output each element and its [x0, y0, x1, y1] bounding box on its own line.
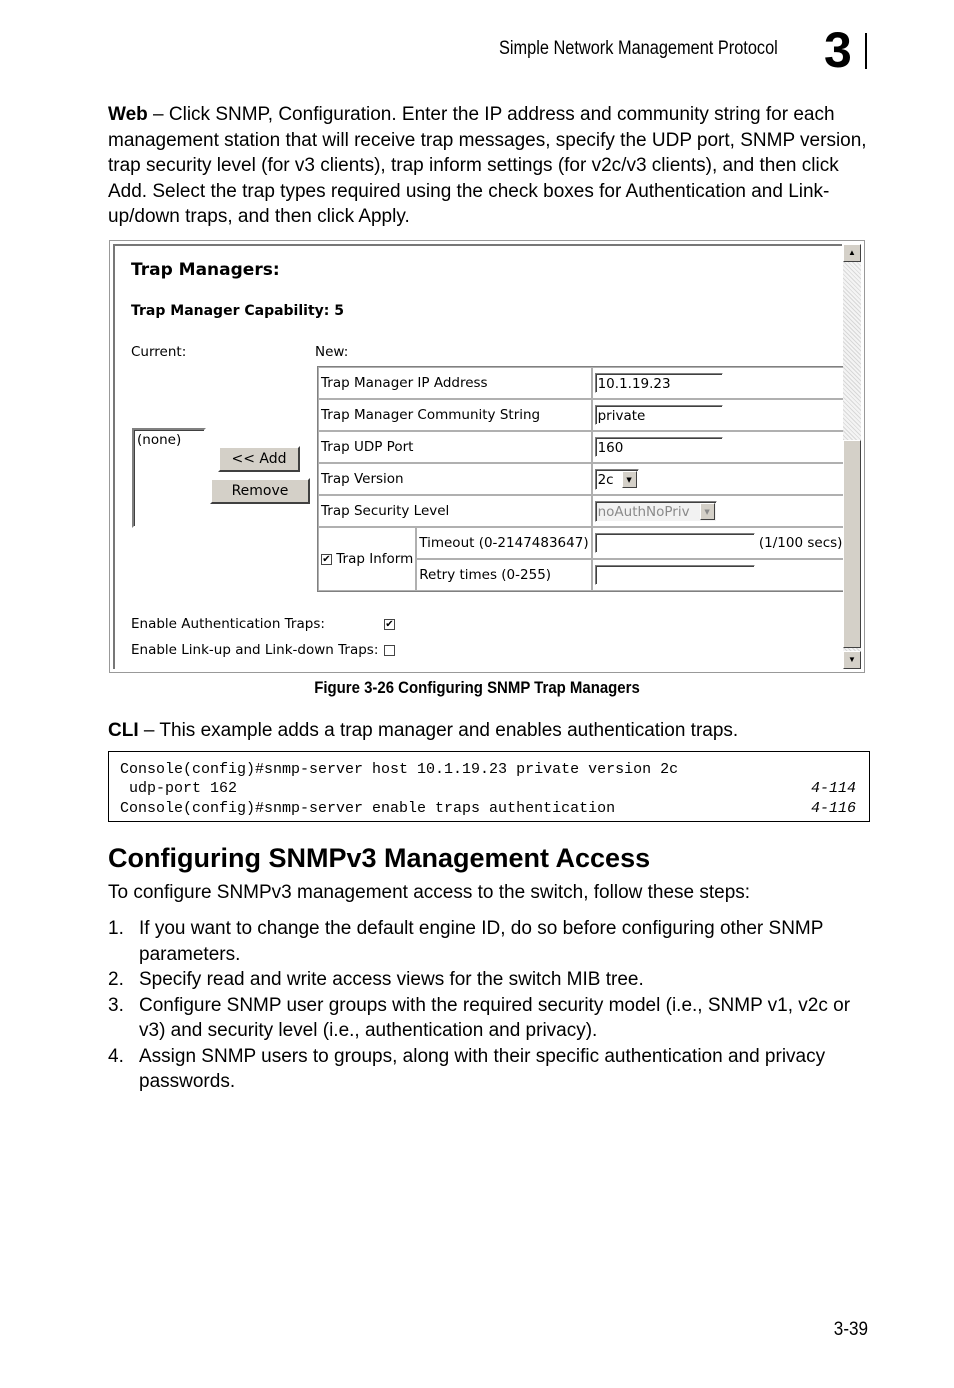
scroll-down-icon[interactable]: ▼	[843, 651, 861, 669]
trap-inform-label: Trap Inform	[336, 551, 414, 567]
current-label: Current:	[131, 344, 187, 360]
step-number: 2.	[108, 969, 124, 990]
current-trap-managers-list[interactable]	[132, 428, 206, 528]
auth-traps-label: Enable Authentication Traps:	[131, 616, 325, 632]
chapter-rule	[865, 33, 867, 69]
trap-managers-title: Trap Managers:	[131, 260, 280, 280]
list-item[interactable]: (none)	[137, 432, 182, 448]
community-string-input[interactable]: private	[595, 405, 723, 425]
ip-address-input[interactable]: 10.1.19.23	[595, 373, 723, 393]
code-reference: 4-116	[810, 800, 856, 817]
code-line: udp-port 162	[120, 780, 238, 797]
running-header: Simple Network Management Protocol	[499, 38, 778, 59]
code-reference: 4-114	[810, 780, 856, 797]
figure-caption	[0, 678, 954, 698]
trap-managers-screenshot	[109, 240, 865, 673]
step-text: Configure SNMP user groups with the required security model (i.e., SNMP v1, v2c or v3) and security level (i.e., authentication and privacy).	[139, 994, 851, 1041]
cli-text: – This example adds a trap manager and enables authentication traps.	[138, 720, 739, 741]
cli-instructions	[108, 718, 868, 744]
web-lead: Web	[108, 104, 148, 125]
timeout-input[interactable]	[595, 533, 755, 553]
scroll-up-icon[interactable]: ▲	[843, 244, 861, 262]
step-text: Specify read and write access views for the switch MIB tree.	[139, 969, 644, 990]
list-item	[108, 916, 868, 967]
cli-code-block	[108, 751, 870, 822]
security-level-label: Trap Security Level	[318, 495, 592, 527]
chapter-number: 3	[824, 22, 852, 78]
web-text: – Click SNMP, Configuration. Enter the IP address and community string for each management station that will receive trap messages, specify the UDP port, SNMP version, trap security level (for v3 clients), trap inform settings (for v2c/v3 clients), and then click Add. Select the trap types required using the check boxes for Authentication and Link-up/down traps, and then click Apply.	[108, 104, 867, 227]
trap-inform-cell	[318, 527, 416, 591]
ip-address-label: Trap Manager IP Address	[318, 367, 592, 399]
trap-inform-checkbox[interactable]: ✔	[322, 553, 331, 565]
screenshot-content	[113, 244, 842, 669]
udp-port-input[interactable]: 160	[595, 437, 723, 457]
security-level-select[interactable]	[595, 501, 717, 522]
new-label: New:	[315, 344, 349, 360]
link-traps-label: Enable Link-up and Link-down Traps:	[131, 642, 379, 658]
step-text: If you want to change the default engine ID, do so before configuring other SNMP parameters.	[139, 918, 824, 965]
dropdown-arrow-icon: ▼	[622, 471, 637, 488]
retry-input[interactable]	[595, 565, 755, 585]
add-button[interactable]: << Add	[218, 446, 300, 472]
timeout-label: Timeout (0-2147483647)	[416, 527, 591, 559]
timeout-unit: (1/100 secs)	[758, 535, 843, 551]
security-level-value: noAuthNoPriv	[597, 503, 690, 520]
list-item	[108, 993, 868, 1044]
list-item	[108, 967, 868, 993]
section-intro: To configure SNMPv3 management access to the switch, follow these steps:	[108, 882, 751, 903]
dropdown-arrow-icon: ▼	[700, 503, 715, 520]
list-item	[108, 1044, 868, 1095]
step-number: 1.	[108, 918, 124, 939]
scrollbar-thumb[interactable]	[843, 440, 861, 648]
step-number: 3.	[108, 994, 124, 1016]
remove-button[interactable]: Remove	[210, 478, 310, 504]
web-instructions	[108, 102, 868, 230]
link-traps-checkbox[interactable]	[384, 645, 395, 656]
trap-version-label: Trap Version	[318, 463, 592, 495]
trap-manager-capability: Trap Manager Capability: 5	[131, 303, 344, 319]
figure-caption-text: Figure 3-26 Configuring SNMP Trap Managers	[314, 678, 640, 697]
section-heading: Configuring SNMPv3 Management Access	[108, 843, 651, 873]
page-number: 3-39	[833, 1319, 868, 1340]
new-trap-manager-form	[317, 366, 846, 592]
code-line: Console(config)#snmp-server host 10.1.19.23 private version 2c	[120, 761, 679, 778]
trap-version-select[interactable]	[595, 469, 639, 490]
trap-version-value: 2c	[597, 471, 614, 488]
retry-label: Retry times (0-255)	[416, 559, 591, 591]
auth-traps-checkbox[interactable]: ✔	[385, 619, 394, 630]
cli-lead: CLI	[108, 720, 139, 741]
step-number: 4.	[108, 1045, 124, 1067]
community-string-label: Trap Manager Community String	[318, 399, 592, 431]
udp-port-label: Trap UDP Port	[318, 431, 592, 463]
step-text: Assign SNMP users to groups, along with their specific authentication and privacy passwords.	[139, 1045, 826, 1092]
steps-list	[108, 916, 868, 1095]
code-line: Console(config)#snmp-server enable traps authentication	[120, 800, 616, 817]
vertical-scrollbar[interactable]	[843, 244, 861, 669]
